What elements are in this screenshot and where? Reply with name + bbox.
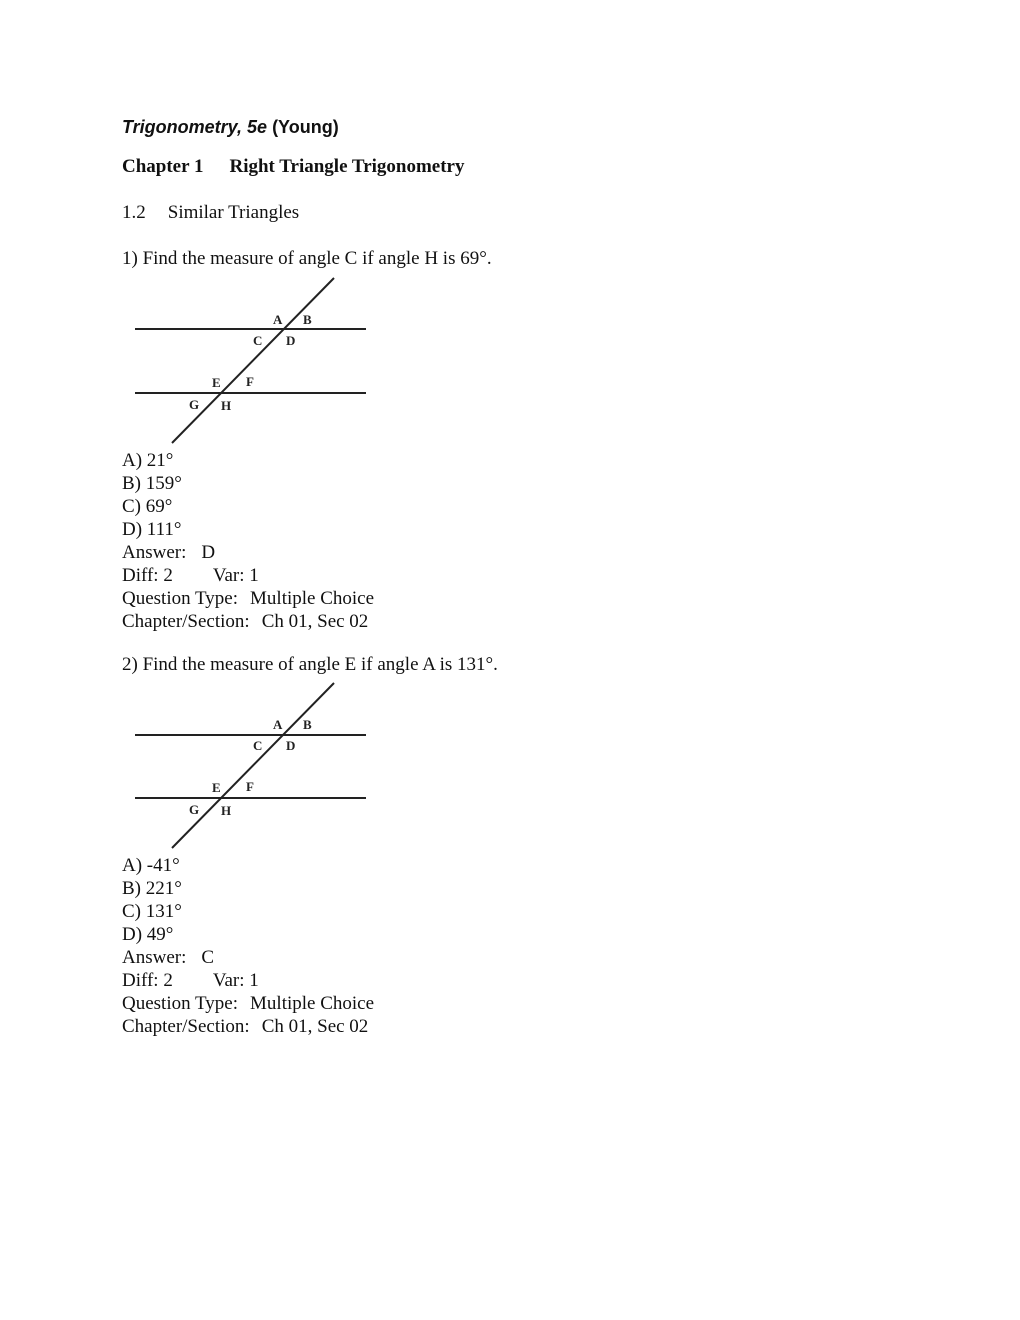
choice-d: D) 49° — [122, 924, 174, 945]
angle-label-h: H — [221, 803, 232, 818]
parallel-lines-transversal-diagram — [130, 679, 375, 851]
angle-label-e: E — [212, 375, 221, 390]
chapter-section: Ch 01, Sec 02 — [261, 1016, 369, 1037]
choice-d: D) 111° — [122, 519, 182, 540]
answer-label: Answer: — [122, 542, 187, 563]
choice-c: C) 69° — [122, 496, 173, 517]
book-author: (Young) — [272, 117, 339, 137]
section-title: Similar Triangles — [167, 202, 300, 223]
angle-label-d: D — [286, 738, 296, 753]
chapter-section: Ch 01, Sec 02 — [261, 611, 369, 632]
chapter-heading — [122, 156, 465, 178]
answer-label: Answer: — [122, 947, 187, 968]
section-number: 1.2 — [122, 202, 146, 223]
variant: Var: 1 — [212, 565, 259, 586]
answer-line — [122, 946, 214, 969]
question-prompt: 1) Find the measure of angle C if angle H is 69°. — [122, 248, 492, 269]
angle-label-f: F — [246, 779, 254, 794]
angle-label-c: C — [253, 738, 263, 753]
difficulty: Diff: 2 — [122, 565, 173, 586]
chapter-section-line — [122, 610, 368, 633]
question-type: Multiple Choice — [250, 588, 375, 609]
question-type-label: Question Type: — [122, 588, 239, 609]
angle-label-e: E — [212, 780, 221, 795]
question-prompt: 2) Find the measure of angle E if angle A is 131°. — [122, 654, 498, 675]
angle-label-h: H — [221, 398, 232, 413]
question-type-line — [122, 992, 374, 1015]
choice-a: A) -41° — [122, 855, 180, 876]
chapter-label: Chapter 1 — [122, 156, 204, 177]
chapter-section-label: Chapter/Section: — [122, 611, 250, 632]
angle-label-a: A — [273, 717, 283, 732]
book-title-name: Trigonometry, 5e — [122, 117, 268, 137]
answer-line — [122, 541, 215, 564]
difficulty-line — [122, 564, 259, 587]
chapter-section-label: Chapter/Section: — [122, 1016, 250, 1037]
answer-value: C — [201, 947, 215, 968]
difficulty-line — [122, 969, 259, 992]
question-type: Multiple Choice — [250, 993, 375, 1014]
variant: Var: 1 — [212, 970, 259, 991]
chapter-title: Right Triangle Trigonometry — [229, 156, 465, 177]
choice-b: B) 221° — [122, 878, 182, 899]
question-type-line — [122, 587, 374, 610]
difficulty: Diff: 2 — [122, 970, 173, 991]
chapter-section-line — [122, 1015, 368, 1038]
angle-label-b: B — [303, 312, 312, 327]
angle-label-c: C — [253, 333, 263, 348]
angle-label-b: B — [303, 717, 312, 732]
section-heading — [122, 202, 299, 224]
question-type-label: Question Type: — [122, 993, 239, 1014]
parallel-lines-transversal-diagram — [130, 274, 375, 446]
angle-label-d: D — [286, 333, 296, 348]
answer-value: D — [201, 542, 216, 563]
angle-label-a: A — [273, 312, 283, 327]
angle-label-g: G — [189, 397, 200, 412]
book-title — [122, 117, 339, 138]
choice-a: A) 21° — [122, 450, 174, 471]
angle-label-f: F — [246, 374, 254, 389]
choice-b: B) 159° — [122, 473, 182, 494]
choice-c: C) 131° — [122, 901, 182, 922]
angle-label-g: G — [189, 802, 200, 817]
